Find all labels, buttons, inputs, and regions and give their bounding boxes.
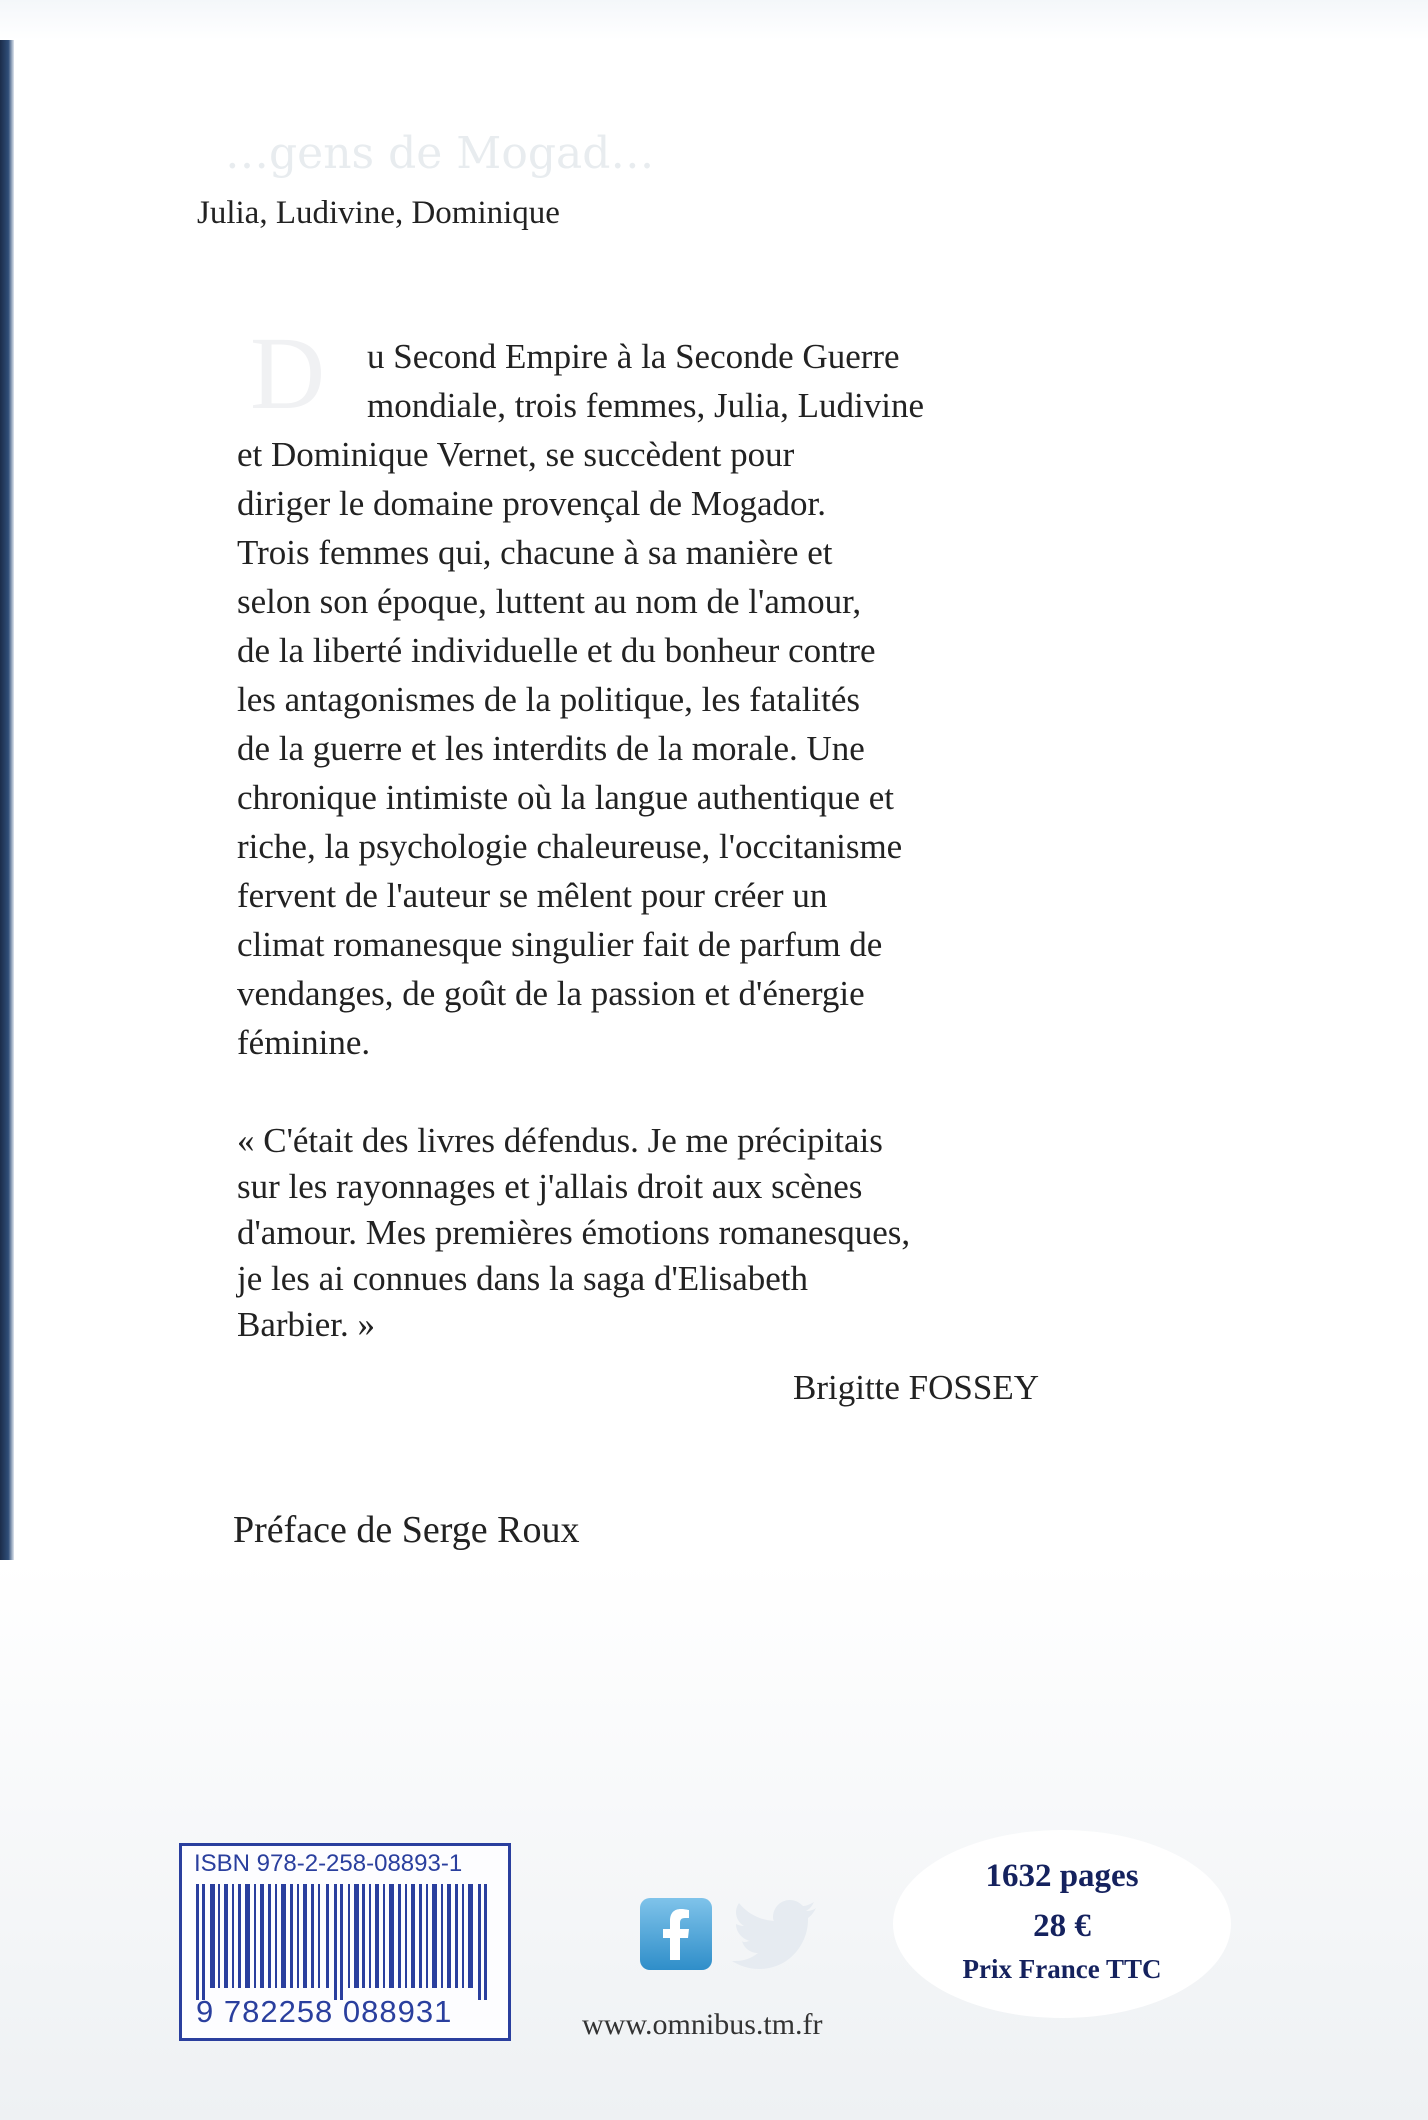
quote-line: « C'était des livres défendus. Je me précipitais	[237, 1121, 883, 1160]
summary-line: les antagonismes de la politique, les fatalités	[237, 680, 861, 719]
facebook-icon[interactable]	[640, 1898, 712, 1970]
website-link[interactable]: www.omnibus.tm.fr	[582, 2008, 823, 2041]
summary-line: féminine.	[237, 1023, 371, 1062]
drop-cap: D	[250, 316, 326, 431]
barcode-digits: 9 782258 088931	[196, 1994, 453, 2029]
price: 28 €	[1033, 1908, 1091, 1944]
barcode-bars	[196, 1884, 496, 2000]
price-note: Prix France TTC	[962, 1954, 1162, 1984]
summary-line: et Dominique Vernet, se succèdent pour	[237, 435, 795, 474]
summary-line: u Second Empire à la Seconde Guerre	[367, 337, 900, 376]
summary-line: climat romanesque singulier fait de parfum de	[237, 925, 883, 964]
summary-line: mondiale, trois femmes, Julia, Ludivine	[367, 386, 924, 425]
preface-credit: Préface de Serge Roux	[233, 1509, 580, 1551]
top-shadow	[0, 0, 1428, 40]
price-badge	[893, 1830, 1231, 2018]
quote-line: d'amour. Mes premières émotions romanesques,	[237, 1213, 911, 1252]
twitter-icon[interactable]	[732, 1900, 818, 1970]
book-subtitle: Julia, Ludivine, Dominique	[197, 195, 560, 231]
page-count: 1632 pages	[985, 1858, 1139, 1894]
summary-line: de la guerre et les interdits de la morale. Une	[237, 729, 865, 768]
isbn-label: ISBN 978-2-258-08893-1	[194, 1850, 463, 1877]
summary-line: chronique intimiste où la langue authentique et	[237, 778, 895, 817]
testimonial-quote	[237, 1118, 1097, 1348]
summary-text	[237, 332, 1097, 1067]
summary-line: diriger le domaine provençal de Mogador.	[237, 484, 826, 523]
faded-title: …gens de Mogad…	[225, 128, 655, 179]
isbn-barcode	[179, 1843, 511, 2041]
facebook-glyph	[640, 1898, 712, 1970]
summary-line: vendanges, de goût de la passion et d'énergie	[237, 974, 865, 1013]
quote-author: Brigitte FOSSEY	[793, 1368, 1040, 1407]
quote-line: sur les rayonnages et j'allais droit aux scènes	[237, 1167, 863, 1206]
quote-line: je les ai connues dans la saga d'Elisabeth	[237, 1259, 808, 1298]
summary-line: de la liberté individuelle et du bonheur contre	[237, 631, 876, 670]
summary-line: fervent de l'auteur se mêlent pour créer un	[237, 876, 828, 915]
summary-line: riche, la psychologie chaleureuse, l'occitanisme	[237, 827, 903, 866]
quote-line: Barbier. »	[237, 1305, 376, 1344]
summary-line: selon son époque, luttent au nom de l'amour,	[237, 582, 862, 621]
summary-line: Trois femmes qui, chacune à sa manière et	[237, 533, 833, 572]
